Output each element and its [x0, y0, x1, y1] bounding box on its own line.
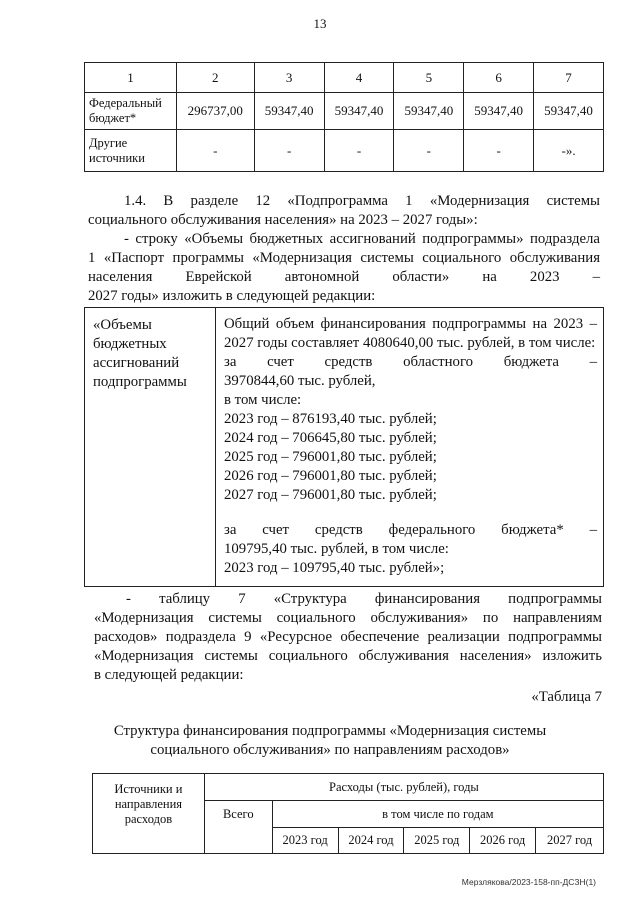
passport-line: 2027 год – 796001,80 тыс. рублей;: [224, 487, 437, 503]
row-label: [85, 93, 177, 130]
by-years-header-cell: в том числе по годам: [272, 801, 603, 828]
passport-label-line: подпрограммы: [93, 374, 187, 390]
table7-header: [92, 773, 604, 854]
header-line: направления: [114, 797, 183, 811]
sources-header-cell: [93, 774, 205, 854]
header-cell: 4: [324, 63, 394, 93]
total-header-cell: Всего: [204, 801, 272, 854]
paragraph-line: расходов» подраздела 9 «Ресурсное обеспечение реализации подпрограммы: [94, 629, 602, 645]
page-number: 13: [313, 16, 327, 31]
expenses-header-cell: Расходы (тыс. рублей), годы: [204, 774, 603, 801]
header-cell: 7: [534, 63, 604, 93]
value-cell: -».: [534, 130, 604, 172]
header-line: расходов: [124, 812, 173, 826]
passport-line: Общий объем финансирования подпрограммы на 2023 –: [224, 316, 597, 332]
value-cell: -: [254, 130, 324, 172]
row-label-line: Другие: [89, 135, 128, 150]
header-cell: 2: [176, 63, 254, 93]
row-label-line: бюджет*: [89, 111, 137, 125]
passport-line: за счет средств федерального бюджета* –: [224, 522, 597, 538]
paragraph-line: 1 «Паспорт программы «Модернизация системы социального обслуживания: [88, 250, 600, 266]
value-cell: -: [394, 130, 464, 172]
table-title-line: Структура финансирования подпрограммы «Модернизация системы: [113, 723, 547, 739]
header-line: Источники и: [114, 782, 183, 796]
header-cell: 6: [464, 63, 534, 93]
year-header-cell: 2025 год: [404, 828, 470, 854]
table-row: [85, 93, 604, 130]
passport-line: 2027 годы составляет 4080640,00 тыс. рублей, в том числе:: [224, 335, 596, 351]
paragraph-line: населения Еврейской автономной области» на 2023 –: [88, 269, 600, 285]
row-label-line: Федеральный: [89, 96, 162, 110]
value-cell: -: [324, 130, 394, 172]
header-cell: 1: [85, 63, 177, 93]
passport-line: 2026 год – 796001,80 тыс. рублей;: [224, 468, 437, 484]
value-cell: 59347,40: [464, 93, 534, 130]
table-title: [60, 722, 600, 760]
passport-line: 2023 год – 109795,40 тыс. рублей»;: [224, 560, 445, 576]
section-1-4-paragraph: [88, 192, 600, 306]
passport-line: 2023 год – 876193,40 тыс. рублей;: [224, 411, 437, 427]
value-cell: -: [464, 130, 534, 172]
passport-value-cell: [216, 308, 604, 587]
passport-label-line: бюджетных: [93, 336, 167, 352]
paragraph-line: в следующей редакции:: [94, 667, 244, 683]
table-label: «Таблица 7: [531, 689, 602, 705]
value-cell: 59347,40: [254, 93, 324, 130]
passport-line: 3970844,60 тыс. рублей,: [224, 373, 376, 389]
passport-label-line: ассигнований: [93, 355, 180, 371]
passport-line: 109795,40 тыс. рублей, в том числе:: [224, 541, 449, 557]
passport-line: в том числе:: [224, 392, 302, 408]
document-footer-code: Мерзлякова/2023-158-пп-ДСЗН(1): [461, 877, 596, 887]
value-cell: 59347,40: [394, 93, 464, 130]
paragraph-line: 1.4. В разделе 12 «Подпрограмма 1 «Модернизация системы: [124, 193, 600, 209]
passport-line: 2024 год – 706645,80 тыс. рублей;: [224, 430, 437, 446]
passport-line: 2025 год – 796001,80 тыс. рублей;: [224, 449, 437, 465]
paragraph-line: «Модернизация системы социального обслуживания населения» изложить: [94, 648, 602, 664]
header-cell: 3: [254, 63, 324, 93]
year-header-cell: 2027 год: [536, 828, 604, 854]
value-cell: -: [176, 130, 254, 172]
row-label: [85, 130, 177, 172]
passport-line: за счет средств областного бюджета –: [224, 354, 597, 370]
year-header-cell: 2026 год: [470, 828, 536, 854]
paragraph-line: 2027 годы» изложить в следующей редакции:: [88, 288, 376, 304]
value-cell: 296737,00: [176, 93, 254, 130]
row-label-line: источники: [89, 150, 145, 165]
year-header-cell: 2024 год: [338, 828, 404, 854]
value-cell: 59347,40: [324, 93, 394, 130]
header-cell: 5: [394, 63, 464, 93]
passport-table: [84, 307, 604, 587]
table-title-line: социального обслуживания» по направлениям расходов»: [150, 742, 510, 758]
paragraph-line: социального обслуживания населения» на 2023 – 2027 годы»:: [88, 212, 478, 228]
paragraph-line: - строку «Объемы бюджетных ассигнований подпрограммы» подраздела: [124, 231, 600, 247]
value-cell: 59347,40: [534, 93, 604, 130]
year-header-cell: 2023 год: [272, 828, 338, 854]
funding-table-continued: [84, 62, 604, 172]
passport-label-line: «Объемы: [93, 317, 152, 333]
passport-label-cell: [85, 308, 216, 587]
table-header-row: [85, 63, 604, 93]
table7-intro-paragraph: [94, 590, 602, 685]
paragraph-line: «Модернизация системы социального обслуживания» по направлениям: [94, 610, 602, 626]
paragraph-line: - таблицу 7 «Структура финансирования подпрограммы: [126, 591, 602, 607]
table-row: [85, 130, 604, 172]
